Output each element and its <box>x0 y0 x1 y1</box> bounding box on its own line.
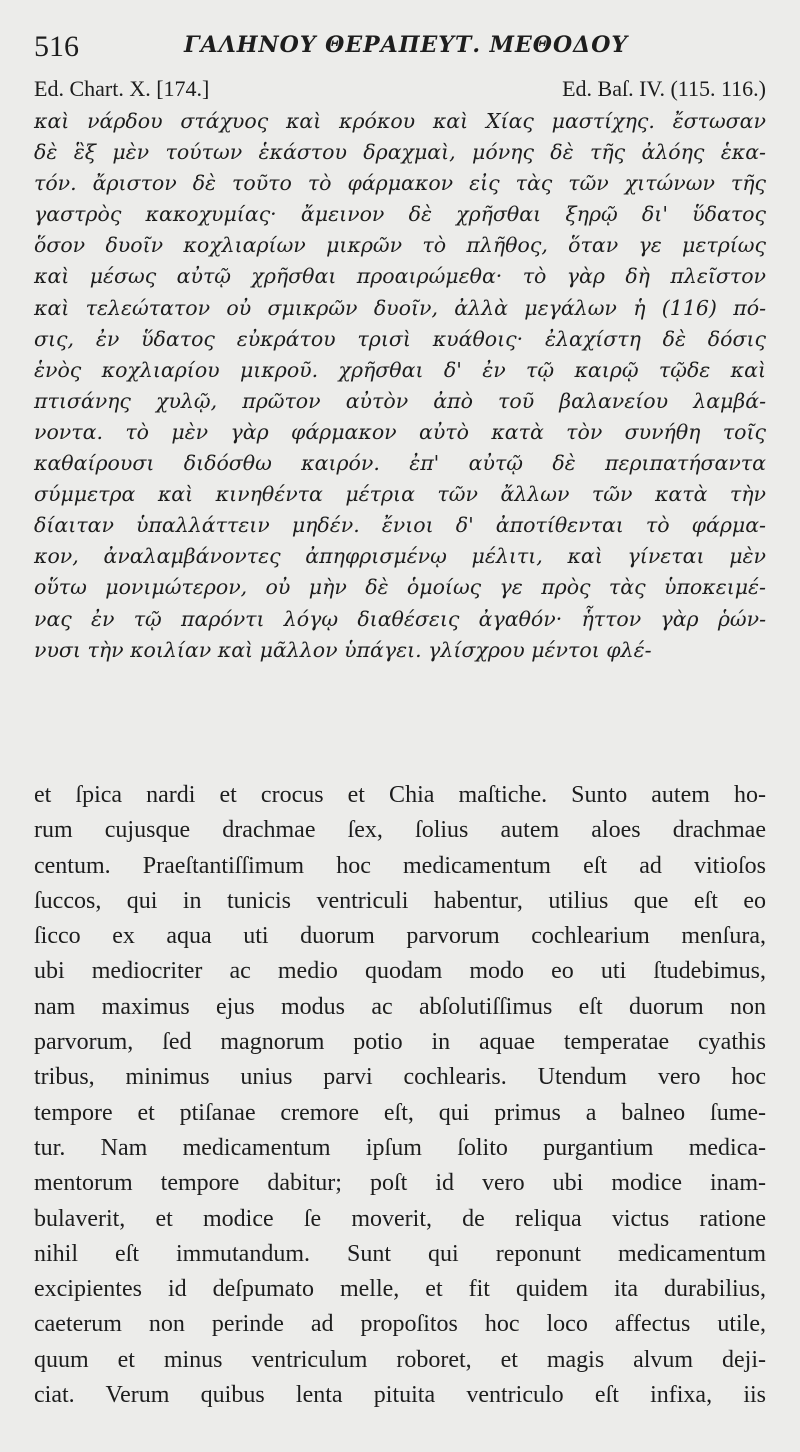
latin-text-line: centum. Praeſtantiſſimum hoc medicamentum eſt ad vitioſos <box>34 852 766 879</box>
latin-text-line: et ſpica nardi et crocus et Chia maſtiche. Sunto autem ho- <box>34 782 766 808</box>
latin-text-line: ſuccos, qui in tunicis ventriculi habentur, utilius que eſt eo <box>34 887 766 914</box>
edition-basel-reference: Ed. Baſ. IV. (115. 116.) <box>562 76 766 101</box>
greek-text-line: κον, ἀναλαμβάνοντες ἀπηφρισμένῳ μέλιτι, καὶ γίνεται μὲν <box>34 544 766 569</box>
latin-text-line: bulaverit, et modice ſe moverit, de reliqua victus ratione <box>34 1205 766 1232</box>
latin-text-line: ciat. Verum quibus lenta pituita ventriculo eſt infixa, iis <box>34 1382 766 1409</box>
running-title: ΓΑΛΗΝΟΥ ΘΕΡΑΠΕΥΤ. ΜΕΘΟΔΟΥ <box>184 32 629 58</box>
greek-text-line: ἑνὸς κοχλιαρίου μικροῦ. χρῆσθαι δ' ἐν τῷ καιρῷ τῷδε καὶ <box>34 357 766 382</box>
greek-text-line: οὕτω μονιμώτερον, οὐ μὴν δὲ ὁμοίως γε πρὸς τὰς ὑποκειμέ- <box>34 575 766 600</box>
greek-text-line: ὅσον δυοῖν κοχλιαρίων μικρῶν τὸ πλῆθος, ὅταν γε μετρίως <box>34 233 766 258</box>
page-number: 516 <box>34 30 79 63</box>
greek-text-block <box>34 106 766 666</box>
latin-text-line: tribus, minimus unius parvi cochlearis. Utendum vero hoc <box>34 1064 766 1091</box>
greek-text-line: καὶ μέσως αὐτῷ χρῆσθαι προαιρώμεθα· τὸ γὰρ δὴ πλεῖστον <box>34 264 766 289</box>
latin-text-block <box>34 778 766 1413</box>
greek-text-line: δὲ ἓξ μὲν τούτων ἑκάστου δραχμαὶ, μόνης δὲ τῆς ἀλόης ἑκα- <box>34 140 766 165</box>
latin-text-line: quum et minus ventriculum roboret, et magis alvum deji- <box>34 1346 766 1373</box>
greek-text-line: καὶ νάρδου στάχυος καὶ κρόκου καὶ Χίας μαστίχης. ἔστωσαν <box>34 109 766 133</box>
latin-text-line: parvorum, ſed magnorum potio in aquae temperatae cyathis <box>34 1029 766 1056</box>
greek-text-line: σις, ἐν ὕδατος εὐκράτου τρισὶ κυάθοις· ἐλαχίστη δὲ δόσις <box>34 326 766 351</box>
latin-text-line: nam maximus ejus modus ac abſolutiſſimus eſt duorum non <box>34 993 766 1020</box>
edition-reference-line <box>34 76 766 106</box>
greek-text-line: σύμμετρα καὶ κινηθέντα μέτρια τῶν ἄλλων τῶν κατὰ τὴν <box>34 482 766 507</box>
latin-text-line: nihil eſt immutandum. Sunt qui reponunt medicamentum <box>34 1240 766 1267</box>
latin-text-line: excipientes id deſpumato melle, et fit quidem ita durabilius, <box>34 1276 766 1303</box>
latin-text-line: rum cujusque drachmae ſex, ſolius autem aloes drachmae <box>34 817 766 844</box>
greek-text-line: νοντα. τὸ μὲν γὰρ φάρμακον αὐτὸ κατὰ τὸν συνήθη τοῖς <box>34 419 766 444</box>
greek-text-line: δίαιταν ὑπαλλάττειν μηδέν. ἔνιοι δ' ἀποτίθενται τὸ φάρμα- <box>34 513 766 538</box>
latin-text-line: caeterum non perinde ad propoſitos hoc loco affectus utile, <box>34 1311 766 1338</box>
greek-text-line: νυσι τὴν κοιλίαν καὶ μᾶλλον ὑπάγει. γλίσχρου μέντοι φλέ- <box>34 637 652 662</box>
greek-text-line: νας ἐν τῷ παρόντι λόγῳ διαθέσεις ἀγαθόν· ἧττον γὰρ ῥών- <box>34 606 766 631</box>
latin-text-line: tur. Nam medicamentum ipſum ſolito purgantium medica- <box>34 1134 766 1161</box>
latin-text-line: ubi mediocriter ac medio quodam modo eo uti ſtudebimus, <box>34 958 766 985</box>
latin-text-line: mentorum tempore dabitur; poſt id vero ubi modice inam- <box>34 1170 766 1197</box>
latin-text-line: tempore et ptiſanae cremore eſt, qui primus a balneo ſume- <box>34 1099 766 1126</box>
running-head <box>34 26 766 66</box>
greek-text-line: καθαίρουσι διδόσθω καιρόν. ἐπ' αὐτῷ δὲ περιπατήσαντα <box>34 451 766 476</box>
latin-text-line: ſicco ex aqua uti duorum parvorum cochlearium menſura, <box>34 923 766 950</box>
edition-chartier-reference: Ed. Chart. X. [174.] <box>34 76 210 101</box>
greek-text-line: τόν. ἄριστον δὲ τοῦτο τὸ φάρμακον εἰς τὰς τῶν χιτώνων τῆς <box>34 171 766 196</box>
greek-text-line: καὶ τελεώτατον οὐ σμικρῶν δυοῖν, ἀλλὰ μεγάλων ἡ (116) πό- <box>34 295 766 320</box>
greek-text-line: γαστρὸς κακοχυμίας· ἄμεινον δὲ χρῆσθαι ξηρῷ δι' ὕδατος <box>34 202 766 227</box>
greek-text-line: πτισάνης χυλῷ, πρῶτον αὐτὸν ἀπὸ τοῦ βαλανείου λαμβά- <box>34 388 766 413</box>
